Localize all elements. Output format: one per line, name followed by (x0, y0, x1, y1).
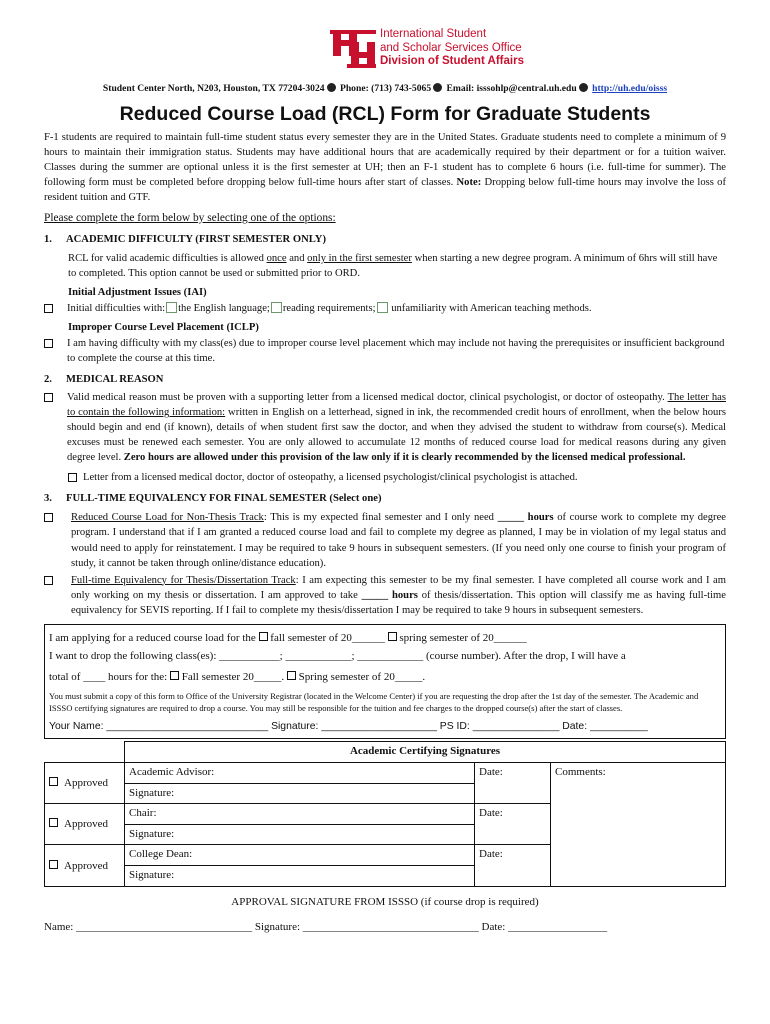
text: : I am expecting this semester to be my final semester. I have completed all course work and I am only working on my thesis or dissertation. I am approved to take (71, 574, 726, 601)
text: RCL for valid academic difficulties is allowed (68, 252, 267, 264)
globe-icon (327, 83, 336, 92)
text: of thesis/dissertation. This option will classify me as having full-time equivalency for SEVIS reporting. If I fail to complete my thesis/dissertation I may be required to take 9 hours in subsequent semesters. (71, 589, 726, 616)
form-title: Reduced Course Load (RCL) Form for Graduate Students (119, 102, 651, 125)
letter-text: Letter from a licensed medical doctor, doctor of osteopathy, a licensed psychologist/clinical psychologist is attached. (83, 472, 578, 484)
english-checkbox[interactable] (166, 302, 177, 313)
uh-logo (330, 28, 376, 70)
iclp-title: Improper Course Level Placement (ICLP) (68, 322, 259, 334)
section-title: ACADEMIC DIFFICULTY (FIRST SEMESTER ONLY) (66, 233, 326, 245)
blank-cell (45, 742, 125, 763)
non-thesis-text (71, 510, 726, 570)
note-label: Note: (456, 176, 482, 188)
org-name (380, 28, 524, 69)
spring-checkbox[interactable] (388, 632, 397, 641)
date-cell[interactable]: Date: (475, 804, 551, 845)
thesis-option (44, 573, 726, 618)
section-1-text (68, 251, 726, 281)
thesis-text (71, 573, 726, 618)
text: unfamiliarity with American teaching methods. (388, 303, 592, 315)
text: hours (388, 589, 418, 601)
date-cell[interactable]: Date: (475, 845, 551, 886)
apply-line-3 (49, 668, 719, 686)
text: Valid medical reason must be proven with a supporting letter from a licensed medical doctor, clinical psychologist, or doctor of osteopathy. (67, 392, 668, 404)
section-title: MEDICAL REASON (66, 374, 164, 386)
approved-cell (45, 845, 125, 886)
section-number: 2. (44, 374, 52, 386)
approved-checkbox[interactable] (49, 818, 58, 827)
approved-checkbox[interactable] (49, 777, 58, 786)
text: reading requirements; (282, 303, 376, 315)
section-2-heading (44, 372, 726, 387)
fall-checkbox[interactable] (259, 632, 268, 641)
approved-checkbox[interactable] (49, 860, 58, 869)
note-text: Dropping below full-time hours may involve the loss of resident tuition and GTF. (44, 176, 726, 203)
text: only in the first semester (307, 252, 412, 264)
text: when starting a new degree program. A minimum of 6hrs will still have to completed. This option cannot be used or submitted prior to ORD. (68, 252, 718, 280)
application-box (44, 624, 726, 740)
iai-text (67, 301, 592, 316)
section-3-heading (44, 491, 726, 506)
thesis-checkbox[interactable] (44, 576, 53, 585)
spring-semester-checkbox[interactable] (287, 671, 296, 680)
iclp-option (44, 336, 726, 366)
org-line-3: Division of Student Affairs (380, 55, 524, 67)
address: Student Center North, N203, Houston, TX 77204-3024 (102, 83, 325, 94)
approved-cell (45, 762, 125, 803)
text: Approved (64, 777, 108, 790)
iclp-text: I am having difficulty with my class(es) due to improper course level placement which may include not having the prerequisites or insufficient background to complete the course at this time. (67, 338, 725, 365)
text: Spring semester of 20_____. (295, 670, 426, 683)
text: written in English on a letterhead, signed in ink, the recommended credit hours of enrollment, when the below hours should begin and end (if known), details of when student first saw the doctor, and when they advised the student to withdraw from course(s). Medical excuses must be renewed each semester. You are only allowed to accumulate 12 months of reduced course load for medical reasons during any given degree level. (67, 407, 726, 464)
text: the English language; (178, 303, 270, 315)
non-thesis-option (44, 510, 726, 570)
text: Initial difficulties with: (67, 303, 166, 315)
comments-cell[interactable]: Comments: (551, 762, 726, 886)
iclp-checkbox[interactable] (44, 339, 53, 348)
text: hours (524, 512, 554, 524)
signature-cell[interactable]: Signature: (125, 865, 475, 886)
text: once (266, 252, 287, 264)
phone: Phone: (713) 743-5065 (339, 83, 432, 94)
text: and (286, 252, 308, 264)
signature-cell[interactable]: Signature: (125, 783, 475, 804)
website-link[interactable]: http://uh.edu/oisss (592, 83, 668, 94)
text: Full-time Equivalency for Thesis/Dissertation Track (71, 574, 296, 586)
text: fall semester of 20______ (267, 631, 388, 644)
chair-cell[interactable]: Chair: (125, 804, 475, 825)
issso-signature-line[interactable]: Name: ________________________________ Signature: ________________________________ Date: __________________ (44, 921, 608, 934)
apply-line-2[interactable]: I want to drop the following class(es): ___________; ____________; ____________ (course number). After the drop, I will have a (49, 650, 626, 663)
text: of course work to complete my degree program. I understand that if I am granted a reduced course load and fail to complete my degree as planned, I may be in violation of my legal status and would need to apply for reinstatement. I may be required to take 9 hours in subsequent semesters. (If you need only one course to finish your program of study, it cannot be taken through online/distance education). (71, 512, 726, 569)
approved-cell (45, 804, 125, 845)
medical-text (67, 390, 726, 465)
text: Approved (64, 818, 108, 831)
hours-blank[interactable]: _____ (497, 512, 525, 524)
text: Reduced Course Load for Non-Thesis Track (71, 512, 264, 524)
text: Zero hours are allowed under this provision of the law only if it is clearly recommended by the licensed medical professional. (123, 452, 686, 464)
registrar-note: You must submit a copy of this form to Office of the University Registrar (located in the Welcome Center) if you are requesting the drop after the 1st day of the semester. The Academic and ISSSO certifying signatures are required to drop a course. You may still be responsible for the tuition and fee charges to the dropped course(s) after the start of classes. (49, 690, 699, 713)
hours-blank[interactable]: _____ (361, 589, 389, 601)
globe-icon (579, 83, 588, 92)
apply-line-1 (49, 629, 719, 647)
date-cell[interactable]: Date: (475, 762, 551, 803)
iai-title: Initial Adjustment Issues (IAI) (68, 287, 207, 299)
text: : This is my expected final semester and I only need (263, 512, 498, 524)
text: spring semester of 20______ (396, 631, 527, 644)
section-number: 3. (44, 493, 52, 505)
advisor-cell[interactable]: Academic Advisor: (125, 762, 475, 783)
letterhead (44, 24, 726, 74)
teaching-checkbox[interactable] (377, 302, 388, 313)
phone-icon (433, 83, 442, 92)
signature-cell[interactable]: Signature: (125, 824, 475, 845)
reading-checkbox[interactable] (271, 302, 282, 313)
fall-semester-checkbox[interactable] (170, 671, 179, 680)
contact-line (44, 82, 726, 96)
letter-option (68, 470, 726, 485)
medical-option (44, 390, 726, 465)
dean-cell[interactable]: College Dean: (125, 845, 475, 866)
text: Approved (64, 859, 108, 872)
iai-option (44, 301, 726, 316)
letter-checkbox[interactable] (68, 473, 77, 482)
org-line-1: International Student (380, 28, 487, 40)
section-1-heading (44, 232, 726, 247)
table-header: Academic Certifying Signatures (125, 742, 726, 763)
intro-text: F-1 students are required to maintain full-time student status every semester they are in the United States. Graduate students need to complete a minimum of 9 hours to maintain their immigration status. Students may have additional hours that are academically required by their department or for a tuition waiver. Classes during the summer are optional unless it is the first semester at UH; then an F-1 student has to complete 6 hours (i.e. full-time for summer). The following form must be completed before dropping below full-time hours after start of classes. (44, 131, 726, 188)
text: total of ____ hours for the: (49, 670, 170, 683)
instruction: Please complete the form below by selecting one of the options: (44, 211, 336, 224)
issso-approval-label: APPROVAL SIGNATURE FROM ISSSO (if course drop is required) (231, 895, 539, 908)
student-signature-line[interactable]: Your Name: ____________________________ Signature: ____________________ PS ID: _______________ Date: __________ (49, 720, 648, 732)
text: The letter has to contain the following information: (67, 392, 727, 419)
intro-paragraph (44, 130, 726, 205)
text: I am applying for a reduced course load for the (49, 631, 259, 644)
org-line-2: and Scholar Services Office (380, 41, 522, 54)
medical-checkbox[interactable] (44, 393, 53, 402)
certifying-signatures-table (44, 741, 726, 886)
section-number: 1. (44, 233, 52, 245)
section-title: FULL-TIME EQUIVALENCY FOR FINAL SEMESTER (Select one) (66, 493, 382, 505)
non-thesis-checkbox[interactable] (44, 513, 53, 522)
text: Fall semester 20_____. (178, 670, 287, 683)
email: Email: isssohlp@central.uh.edu (446, 83, 577, 94)
iai-checkbox[interactable] (44, 304, 53, 313)
